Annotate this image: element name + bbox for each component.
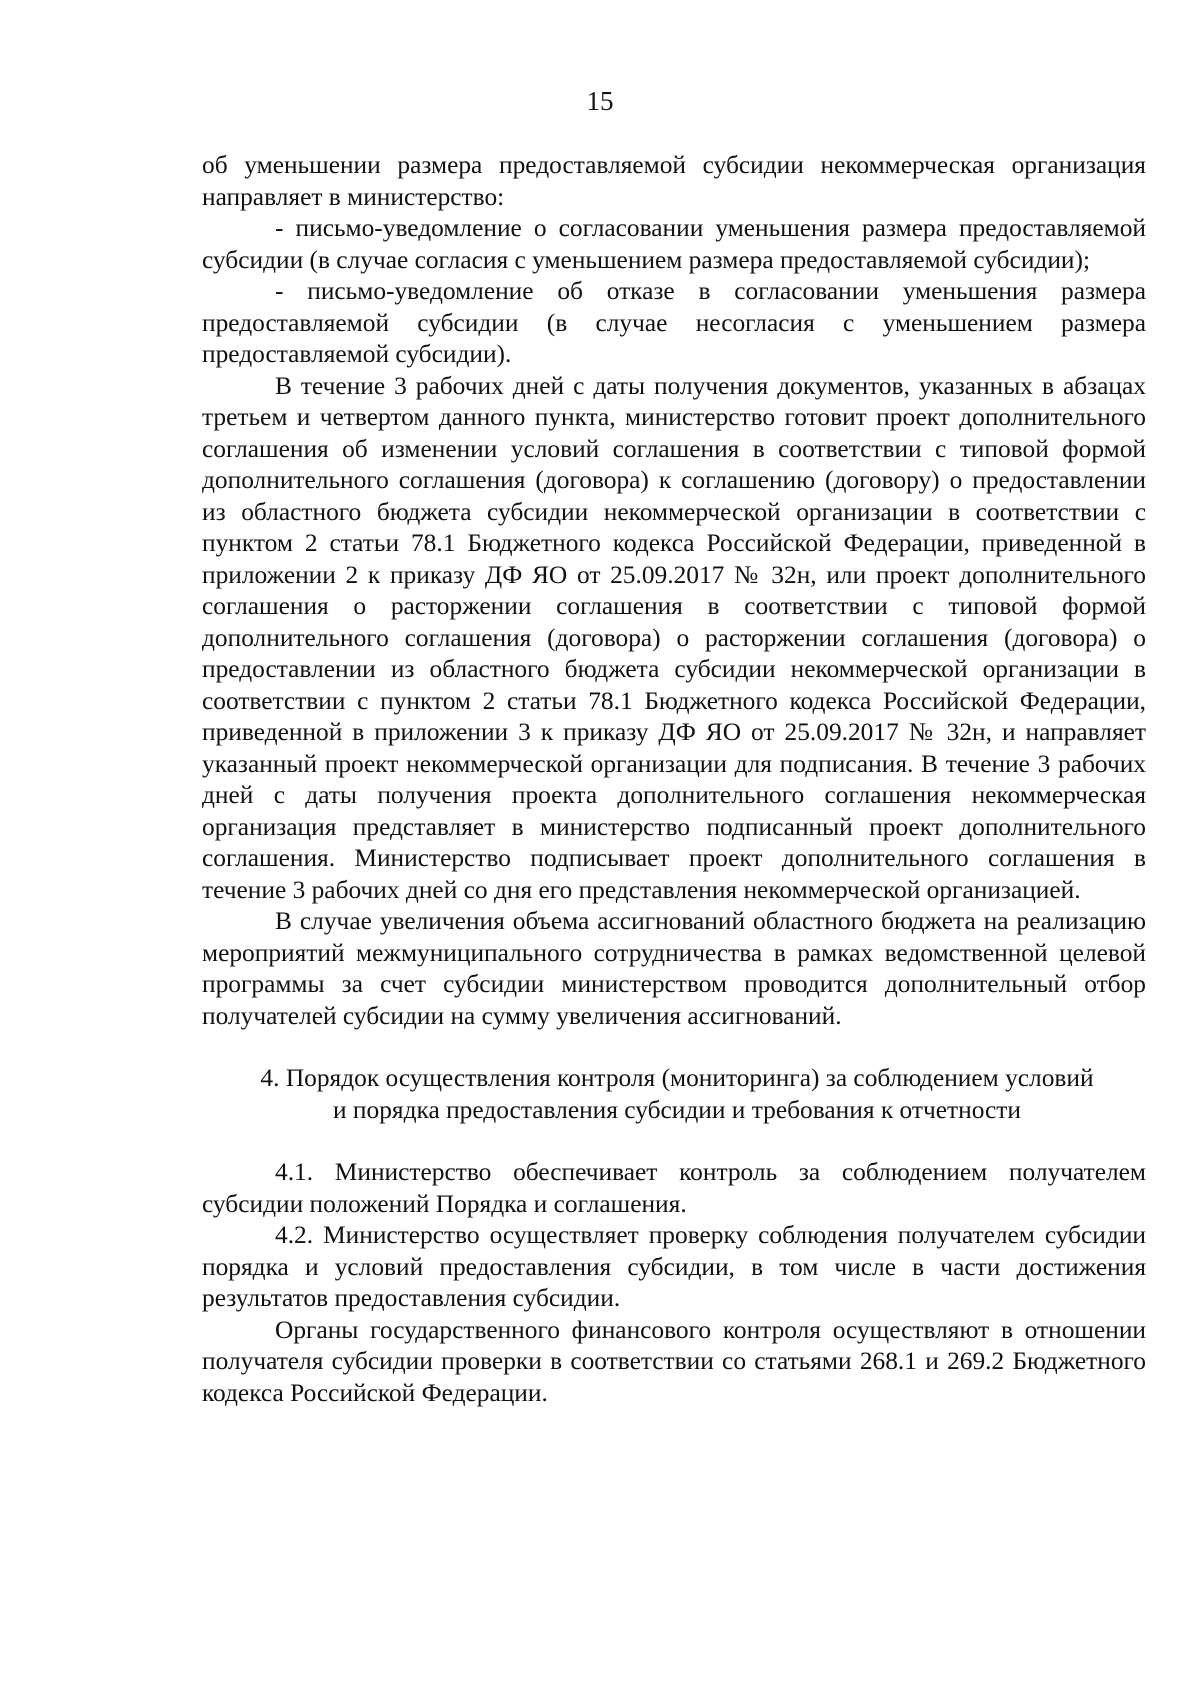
paragraph-increase-allocations: В случае увеличения объема ассигнований областного бюджета на реализацию мероприятий межмуниципального сотрудничества в рамках ведомственной целевой программы за счет субсидии министерством проводится дополнительный отбор получателей субсидии на сумму увеличения ассигнований. xyxy=(202,907,1146,1030)
paragraph-4-1: 4.1. Министерство обеспечивает контроль за соблюдением получателем субсидии положений Порядка и соглашения. xyxy=(202,1158,1146,1218)
paragraph-4-2: 4.2. Министерство осуществляет проверку соблюдения получателем субсидии порядка и условий предоставления субсидии, в том числе в части достижения результатов предоставления субсидии. xyxy=(202,1221,1146,1312)
section-heading-line-2: и порядка предоставления субсидии и требования к отчетности xyxy=(333,1095,1021,1124)
document-body xyxy=(202,150,1146,1409)
section-heading xyxy=(194,1063,1160,1126)
paragraph-consent-letter: - письмо-уведомление о согласовании уменьшения размера предоставляемой субсидии (в случае согласия с уменьшением размера предоставляемой субсидии); xyxy=(202,214,1146,274)
paragraph-additional-agreement: В течение 3 рабочих дней с даты получения документов, указанных в абзацах третьем и четвертом данного пункта, министерство готовит проект дополнительного соглашения об изменении условий соглашения в соответствии с типовой формой дополнительного соглашения (договора) к соглашению (договору) о предоставлении из областного бюджета субсидии некоммерческой организации в соответствии с пунктом 2 статьи 78.1 Бюджетного кодекса Российской Федерации, приведенной в приложении 2 к приказу ДФ ЯО от 25.09.2017 № 32н, или проект дополнительного соглашения о расторжении соглашения в соответствии с типовой формой дополнительного соглашения (договора) о расторжении соглашения (договора) о предоставлении из областного бюджета субсидии некоммерческой организации в соответствии с пунктом 2 статьи 78.1 Бюджетного кодекса Российской Федерации, приведенной в приложении 3 к приказу ДФ ЯО от 25.09.2017 № 32н, и направляет указанный проект некоммерческой организации для подписания. В течение 3 рабочих дней с даты получения проекта дополнительного соглашения некоммерческая организация представляет в министерство подписанный проект дополнительного соглашения. Министерство подписывает проект дополнительного соглашения в течение 3 рабочих дней со дня его представления некоммерческой организацией. xyxy=(202,371,1146,904)
paragraph-continuation: об уменьшении размера предоставляемой субсидии некоммерческая организация направляет в министерство: xyxy=(202,151,1146,211)
page-number: 15 xyxy=(586,86,614,116)
paragraph-financial-control: Органы государственного финансового контроля осуществляют в отношении получателя субсидии проверки в соответствии со статьями 268.1 и 269.2 Бюджетного кодекса Российской Федерации. xyxy=(202,1315,1146,1407)
section-heading-line-1: 4. Порядок осуществления контроля (мониторинга) за соблюдением условий xyxy=(260,1064,1094,1092)
paragraph-refusal-letter: - письмо-уведомление об отказе в согласовании уменьшения размера предоставляемой субсидии (в случае несогласия с уменьшением размера предоставляемой субсидии). xyxy=(202,277,1146,368)
